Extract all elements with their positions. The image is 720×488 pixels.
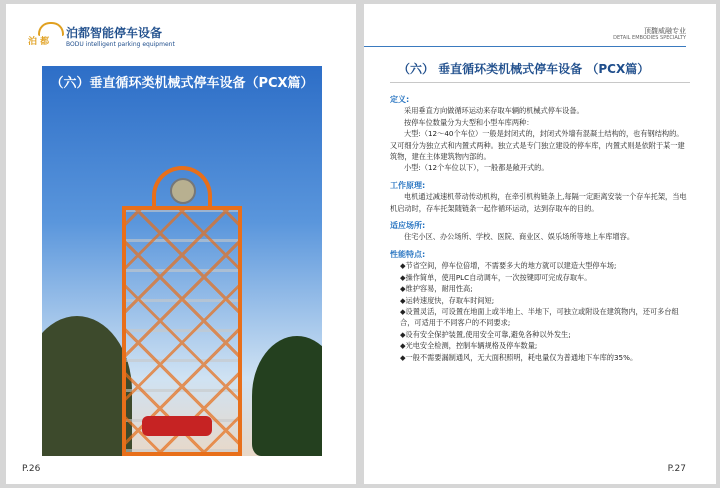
- title-divider: [390, 82, 690, 83]
- photo-title: （六）垂直循环类机械式停车设备（PCX篇）: [50, 76, 314, 91]
- venues-heading: 适应场所:: [390, 221, 426, 231]
- header-subtitle: DETAIL EMBODIES SPECIALTY: [613, 35, 686, 41]
- section-title: （六） 垂直循环类机械式停车设备 （PCX篇）: [398, 62, 650, 76]
- header-divider: [364, 46, 686, 47]
- tree-shape: [252, 336, 322, 456]
- brand-title: 泊都智能停车设备: [66, 26, 163, 40]
- tower-wheel: [170, 178, 196, 204]
- feature-item: ◆设置灵活，可设置在地面上或半地上、半地下，可独立或附设在建筑物内，还可多台组合，可适用于不同客户的不同要求;: [400, 306, 679, 328]
- feature-item: ◆维护容易，耐用性高;: [400, 284, 473, 294]
- page-number: P.27: [667, 464, 686, 474]
- right-page: [364, 4, 716, 484]
- definition-text: 采用垂直方向做循环运动来存取车辆的机械式停车设备。: [404, 106, 584, 116]
- features-heading: 性能特点:: [390, 249, 426, 259]
- article-body: [390, 88, 690, 363]
- feature-item: ◆运转速度快，存取车时间短;: [400, 295, 495, 305]
- definition-text: 按停车位数量分为大型和小型车库两种：: [404, 117, 534, 127]
- feature-item: ◆设有安全保护装置,使用安全可靠,避免各种以外发生;: [400, 329, 571, 339]
- venues-text: 住宅小区、办公场所、学校、医院、商业区、娱乐场所等地上车库增容。: [404, 232, 635, 242]
- definition-text: 大型:（12～40个车位）一般是封闭式的，封闭式外墙有混凝土结构的，也有钢结构的。又可细分为独立式和内置式两种。独立式是专门独立建设的停车库，内置式则是依附于某一建筑物，建在主体建筑物内部的。: [390, 129, 685, 162]
- left-page: [6, 4, 356, 484]
- definition-text: 小型:（12个车位以下），一般都是敞开式的。: [404, 163, 549, 173]
- principle-text: 电机通过减速机带动传动机构，在牵引机构链条上,每隔一定距离安装一个存车托架，当电机启动时，存车托架随链条一起作循环运动，达到存取车的目的。: [390, 192, 687, 213]
- principle-heading: 工作原理:: [390, 180, 426, 190]
- definition-heading: 定义:: [390, 95, 410, 104]
- feature-item: ◆操作简单，使用PLC自动调车，一次按键即可完成存取车。: [400, 272, 592, 282]
- brand-mark: 泊 都: [28, 37, 50, 47]
- feature-item: ◆光电安全检测，控制车辆规格及停车数量;: [400, 341, 538, 351]
- header-tag: 顶馥威融专业: [644, 27, 686, 35]
- tree-shape: [42, 316, 132, 456]
- feature-item: ◆节省空间，停车位倍增，不需要多大的地方就可以建造大型停车场;: [400, 261, 617, 271]
- parked-car: [142, 416, 212, 436]
- feature-item: ◆一般不需要漏制通风，无大面积照明，耗电量仅为普通地下车库的35%。: [400, 352, 638, 362]
- page-number: P.26: [22, 464, 41, 474]
- brand-subtitle: BODU intelligent parking equipment: [66, 41, 175, 48]
- parking-tower-photo: [42, 66, 322, 456]
